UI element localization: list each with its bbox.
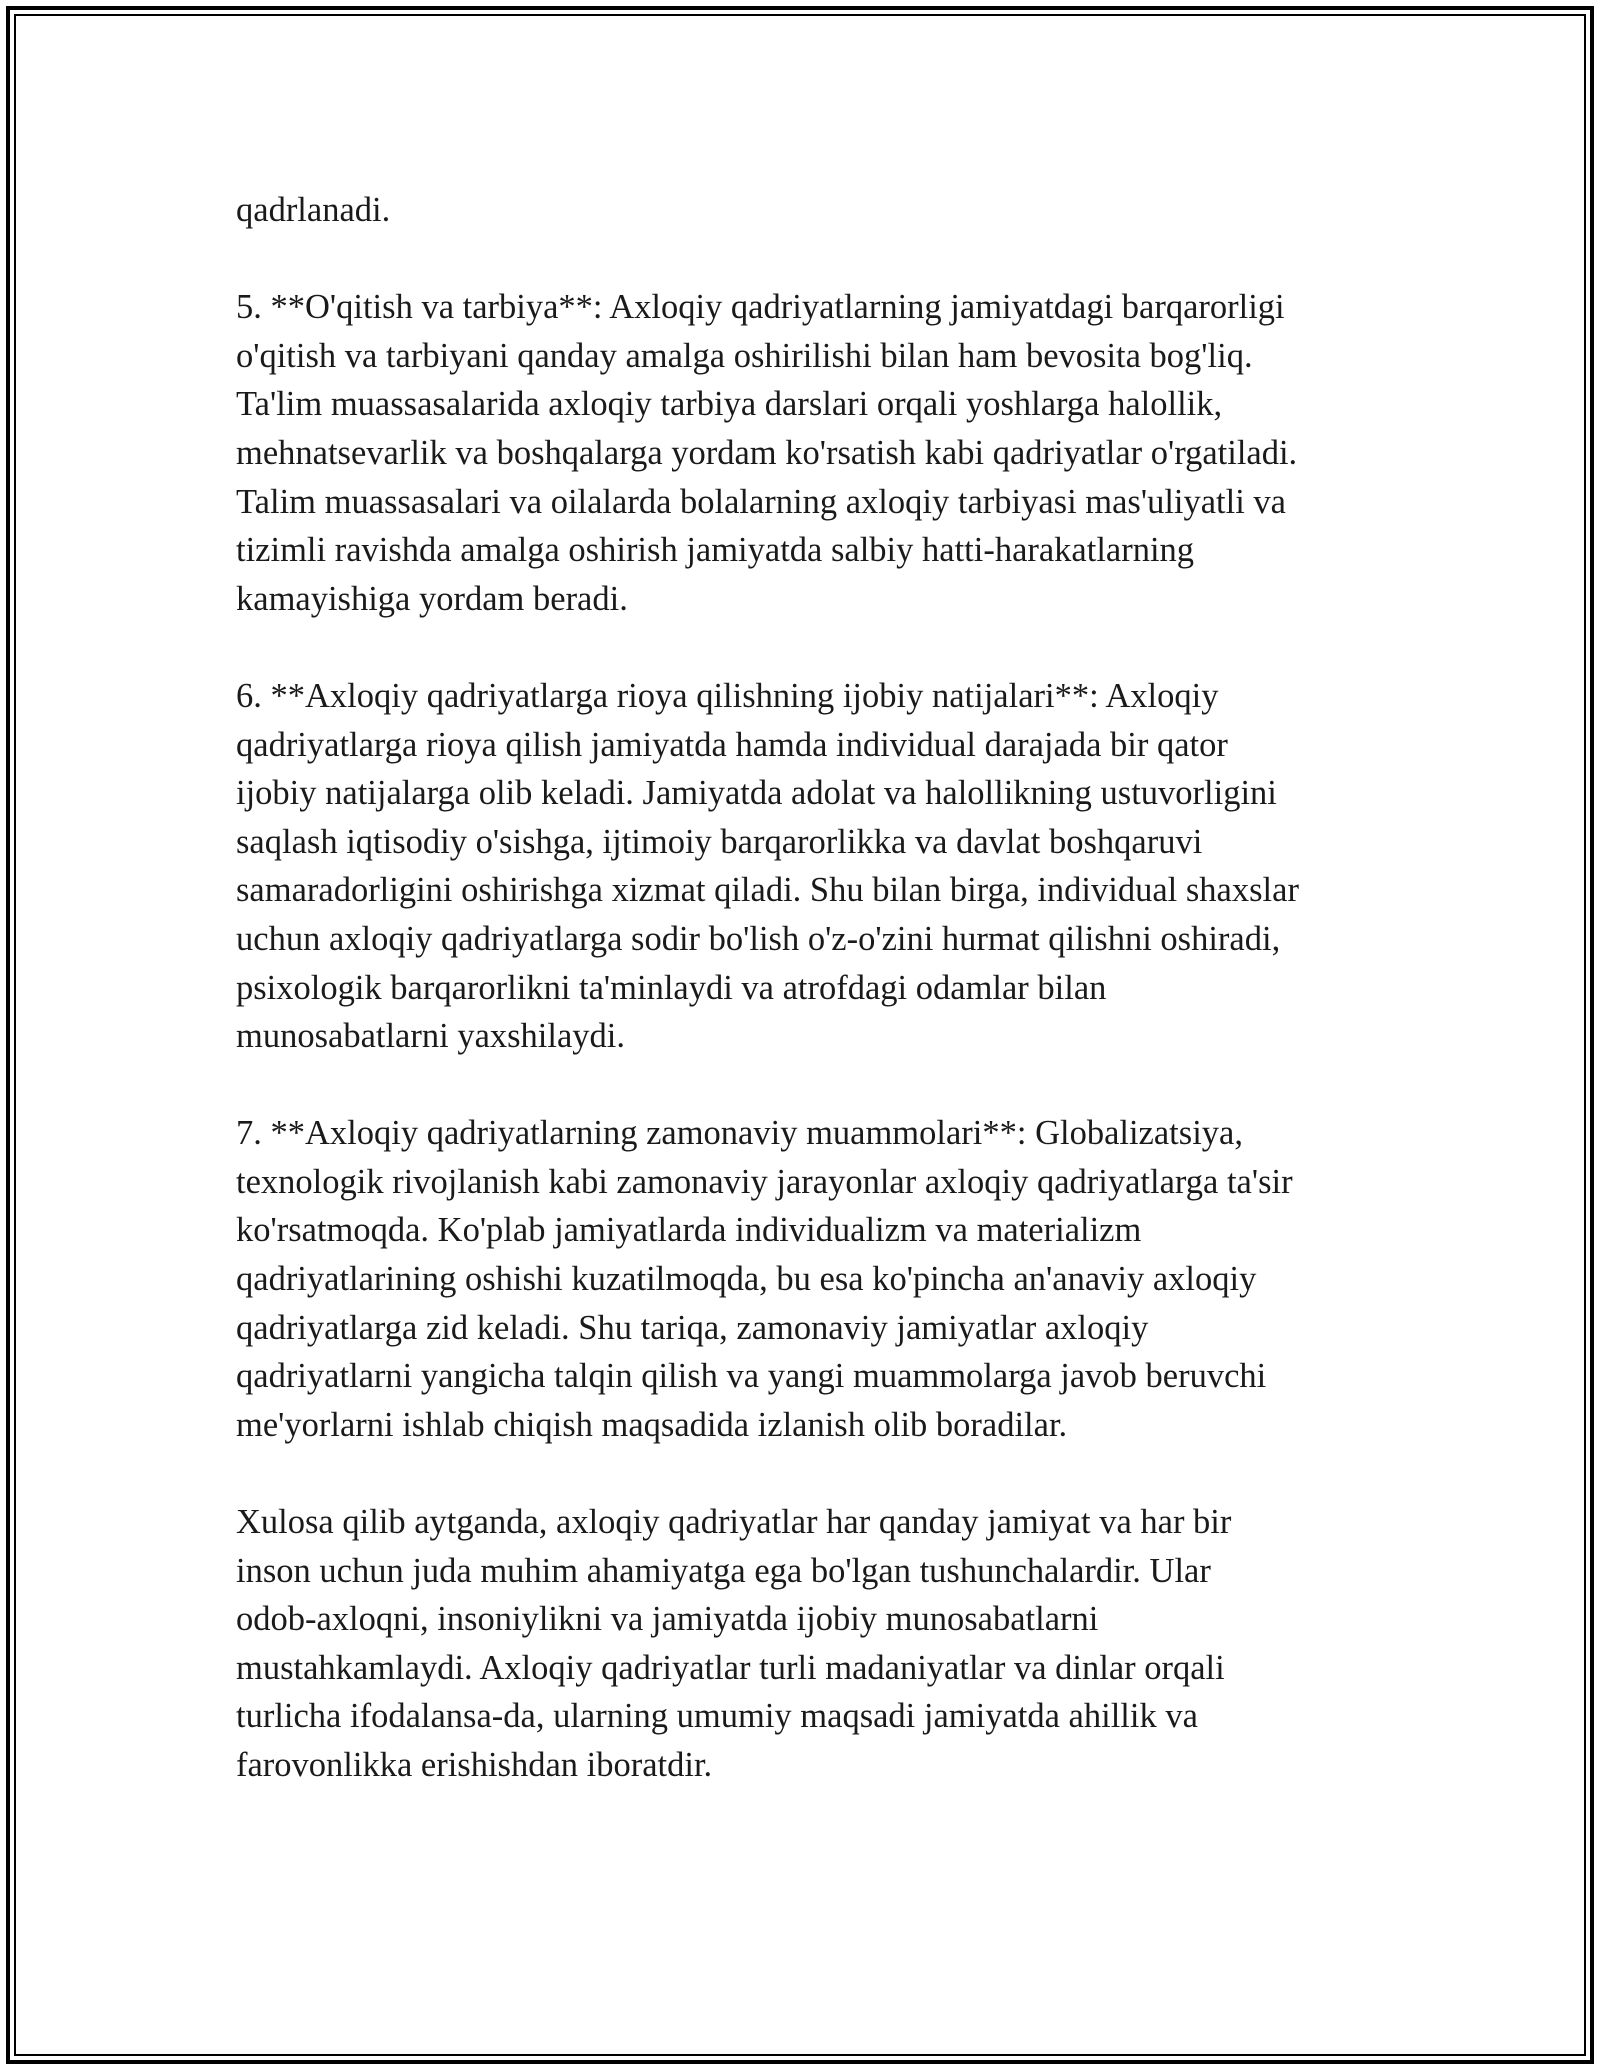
text-line: munosabatlarni yaxshilaydi. — [236, 1017, 626, 1056]
text-line: 6. **Axloqiy qadriyatlarga rioya qilishning ijobiy natijalari**: Axloqiy — [236, 676, 1219, 715]
text-line: texnologik rivojlanish kabi zamonaviy jarayonlar axloqiy qadriyatlarga ta'sir — [236, 1162, 1293, 1201]
text-line: qadriyatlarni yangicha talqin qilish va yangi muammolarga javob beruvchi — [236, 1357, 1267, 1396]
text-line: 7. **Axloqiy qadriyatlarning zamonaviy muammolari**: Globalizatsiya, — [236, 1114, 1243, 1153]
text-line: ijobiy natijalarga olib keladi. Jamiyatda adolat va halollikning ustuvorligini — [236, 774, 1277, 813]
text-line: saqlash iqtisodiy o'sishga, ijtimoiy barqarorlikka va davlat boshqaruvi — [236, 822, 1203, 861]
text-line: kamayishiga yordam beradi. — [236, 579, 628, 618]
document-body — [236, 186, 1386, 1838]
text-line: me'yorlarni ishlab chiqish maqsadida izlanish olib boradilar. — [236, 1405, 1068, 1444]
text-line: Xulosa qilib aytganda, axloqiy qadriyatlar har qanday jamiyat va har bir — [236, 1503, 1232, 1542]
text-line: o'qitish va tarbiyani qanday amalga oshirilishi bilan ham bevosita bog'liq. — [236, 336, 1253, 375]
text-line: farovonlikka erishishdan iboratdir. — [236, 1746, 713, 1784]
text-line: tizimli ravishda amalga oshirish jamiyatda salbiy hatti-harakatlarning — [236, 531, 1195, 570]
text-line: 5. **O'qitish va tarbiya**: Axloqiy qadriyatlarning jamiyatdagi barqarorligi — [236, 288, 1285, 327]
paragraph-item-6 — [236, 672, 1386, 1061]
text-line: turlicha ifodalansa-da, ularning umumiy maqsadi jamiyatda ahillik va — [236, 1697, 1198, 1736]
text-line: mehnatsevarlik va boshqalarga yordam ko'rsatish kabi qadriyatlar o'rgatiladi. — [236, 433, 1298, 472]
text-line: psixologik barqarorlikni ta'minlaydi va atrofdagi odamlar bilan — [236, 968, 1107, 1007]
paragraph-item-7 — [236, 1109, 1386, 1449]
text-line: ko'rsatmoqda. Ko'plab jamiyatlarda individualizm va materializm — [236, 1211, 1142, 1250]
text-line: inson uchun juda muhim ahamiyatga ega bo'lgan tushunchalardir. Ular — [236, 1551, 1211, 1590]
text-line: samaradorligini oshirishga xizmat qiladi. Shu bilan birga, individual shaxslar — [236, 871, 1299, 910]
text-line: Ta'lim muassasalarida axloqiy tarbiya darslari orqali yoshlarga halollik, — [236, 385, 1223, 424]
text-line: qadriyatlarga rioya qilish jamiyatda hamda individual darajada bir qator — [236, 725, 1228, 764]
text-line: mustahkamlaydi. Axloqiy qadriyatlar turli madaniyatlar va dinlar orqali — [236, 1648, 1225, 1687]
text-line: qadriyatlarga zid keladi. Shu tariqa, zamonaviy jamiyatlar axloqiy — [236, 1308, 1149, 1347]
paragraph-conclusion — [236, 1498, 1386, 1790]
text-line: uchun axloqiy qadriyatlarga sodir bo'lish o'z-o'zini hurmat qilishni oshiradi, — [236, 919, 1281, 958]
paragraph-item-5 — [236, 283, 1386, 623]
text-line: qadrlanadi. — [236, 191, 391, 229]
text-line: Talim muassasalari va oilalarda bolalarning axloqiy tarbiyasi mas'uliyatli va — [236, 482, 1286, 521]
paragraph-continuation — [236, 186, 1386, 235]
text-line: odob-axloqni, insoniylikni va jamiyatda ijobiy munosabatlarni — [236, 1600, 1099, 1639]
text-line: qadriyatlarining oshishi kuzatilmoqda, bu esa ko'pincha an'anaviy axloqiy — [236, 1260, 1257, 1299]
